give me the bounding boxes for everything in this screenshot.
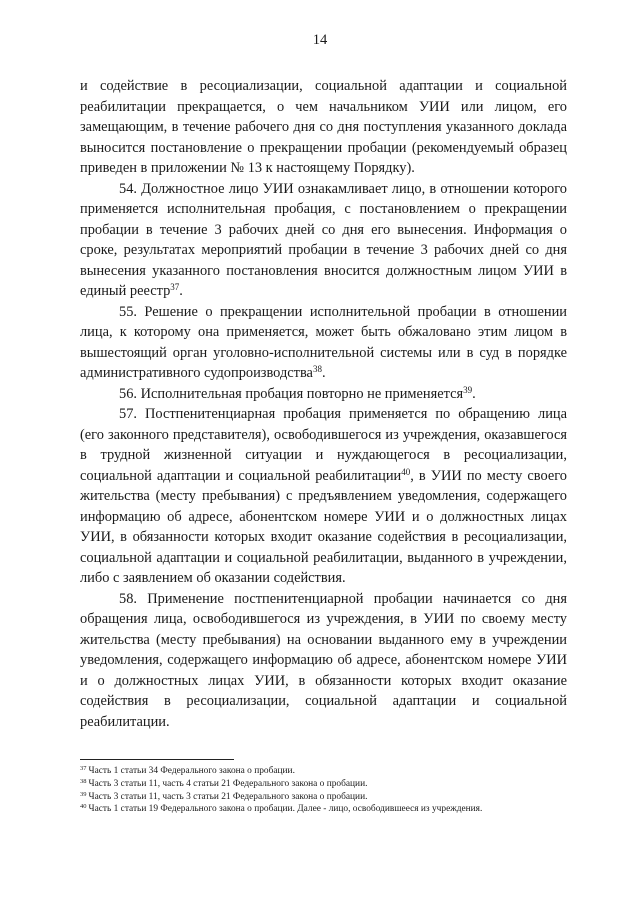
footnote-text: Часть 1 статьи 19 Федерального закона о пробации. Далее - лицо, освободившееся из учреждения. — [88, 804, 483, 815]
paragraph-54 — [80, 179, 567, 302]
paragraph-continuation — [80, 76, 567, 179]
footnote-text: Часть 1 статьи 34 Федерального закона о пробации. — [88, 766, 295, 776]
footnote-text: Часть 3 статьи 11, часть 3 статьи 21 Федерального закона о пробации. — [88, 791, 368, 802]
paragraph-text: 58. Применение постпенитенциарной пробации начинается со дня обращения лица, освободившегося из учреждения, в УИИ по своему месту жительства (месту пребывания) на основании выданного ему в учреждении уведомления, содержащего информацию об адресе, абонентском номере УИИ и о должностных лицах УИИ, в обязанности которых входит оказание содействия в ресоциализации, социальной адаптации и социальной реабилитации. — [80, 590, 567, 730]
footnote-divider — [80, 759, 234, 760]
footnote-ref-38[interactable]: 38 — [312, 364, 322, 374]
footnote-ref-39[interactable]: 39 — [463, 384, 473, 395]
footnotes — [80, 765, 567, 816]
footnote-ref-37[interactable]: 37 — [170, 282, 180, 292]
paragraph-tail: , в УИИ по месту своего жительства (месту пребывания) с предъявлением уведомления, содержащего информацию об адресе, абонентском номере УИИ и о должностных лицах УИИ, в обязанности которых входит оказание содействия в ресоциализации, социальной адаптации и социальной реабилитации, выданного в учреждении, либо с заявлением об оказании содействия. — [80, 467, 567, 586]
paragraph-tail: . — [472, 385, 476, 402]
paragraph-58 — [80, 589, 567, 733]
footnote-text: Часть 3 статьи 11, часть 4 статьи 21 Федерального закона о пробации. — [88, 778, 368, 789]
footnote-mark: 39 — [80, 790, 87, 798]
footnote-mark: 40 — [80, 803, 87, 811]
paragraph-57 — [80, 404, 567, 589]
footnote-ref-40[interactable]: 40 — [401, 466, 411, 477]
body-text — [80, 76, 567, 732]
paragraph-tail: . — [321, 365, 326, 381]
footnote-38 — [80, 778, 567, 791]
paragraph-tail: . — [179, 283, 183, 299]
footnote-40 — [80, 803, 567, 816]
footnote-mark: 37 — [80, 765, 87, 772]
paragraph-55 — [80, 302, 567, 384]
paragraph-text: 54. Должностное лицо УИИ ознакамливает лицо, в отношении которого применяется исполнительная пробация, с постановлением о прекращении пробации в течение 3 рабочих дней со дня его вынесения. Информация о сроке, результатах мероприятий пробации в течение 3 рабочих дней со дня вынесения указанного постановления вносится должностным лицом УИИ в единый реестр — [80, 180, 567, 299]
paragraph-text: 55. Решение о прекращении исполнительной пробации в отношении лица, к которому она применяется, может быть обжаловано этим лицом в вышестоящий орган уголовно-исполнительной системы или в суд в порядке административного судопроизводства — [80, 303, 567, 381]
footnote-mark: 38 — [80, 777, 87, 785]
paragraph-text: и содействие в ресоциализации, социальной адаптации и социальной реабилитации прекращается, о чем начальником УИИ или лицом, его замещающим, в течение рабочего дня со дня поступления указанного доклада выносится постановление о прекращении пробации (рекомендуемый образец приведен в приложении № 13 к настоящему Порядку). — [80, 78, 567, 176]
paragraph-56 — [80, 384, 567, 405]
paragraph-text: 56. Исполнительная пробация повторно не применяется — [119, 385, 464, 402]
footnote-37 — [80, 765, 567, 778]
paragraph-text: 57. Постпенитенциарная пробация применяется по обращению лица (его законного представителя), освободившегося из учреждения, оказавшегося в трудной жизненной ситуации и нуждающегося в ресоциализации, социальной адаптации и социальной реабилитации — [80, 406, 567, 484]
page-number: 14 — [312, 32, 328, 48]
footnote-39 — [80, 791, 567, 804]
